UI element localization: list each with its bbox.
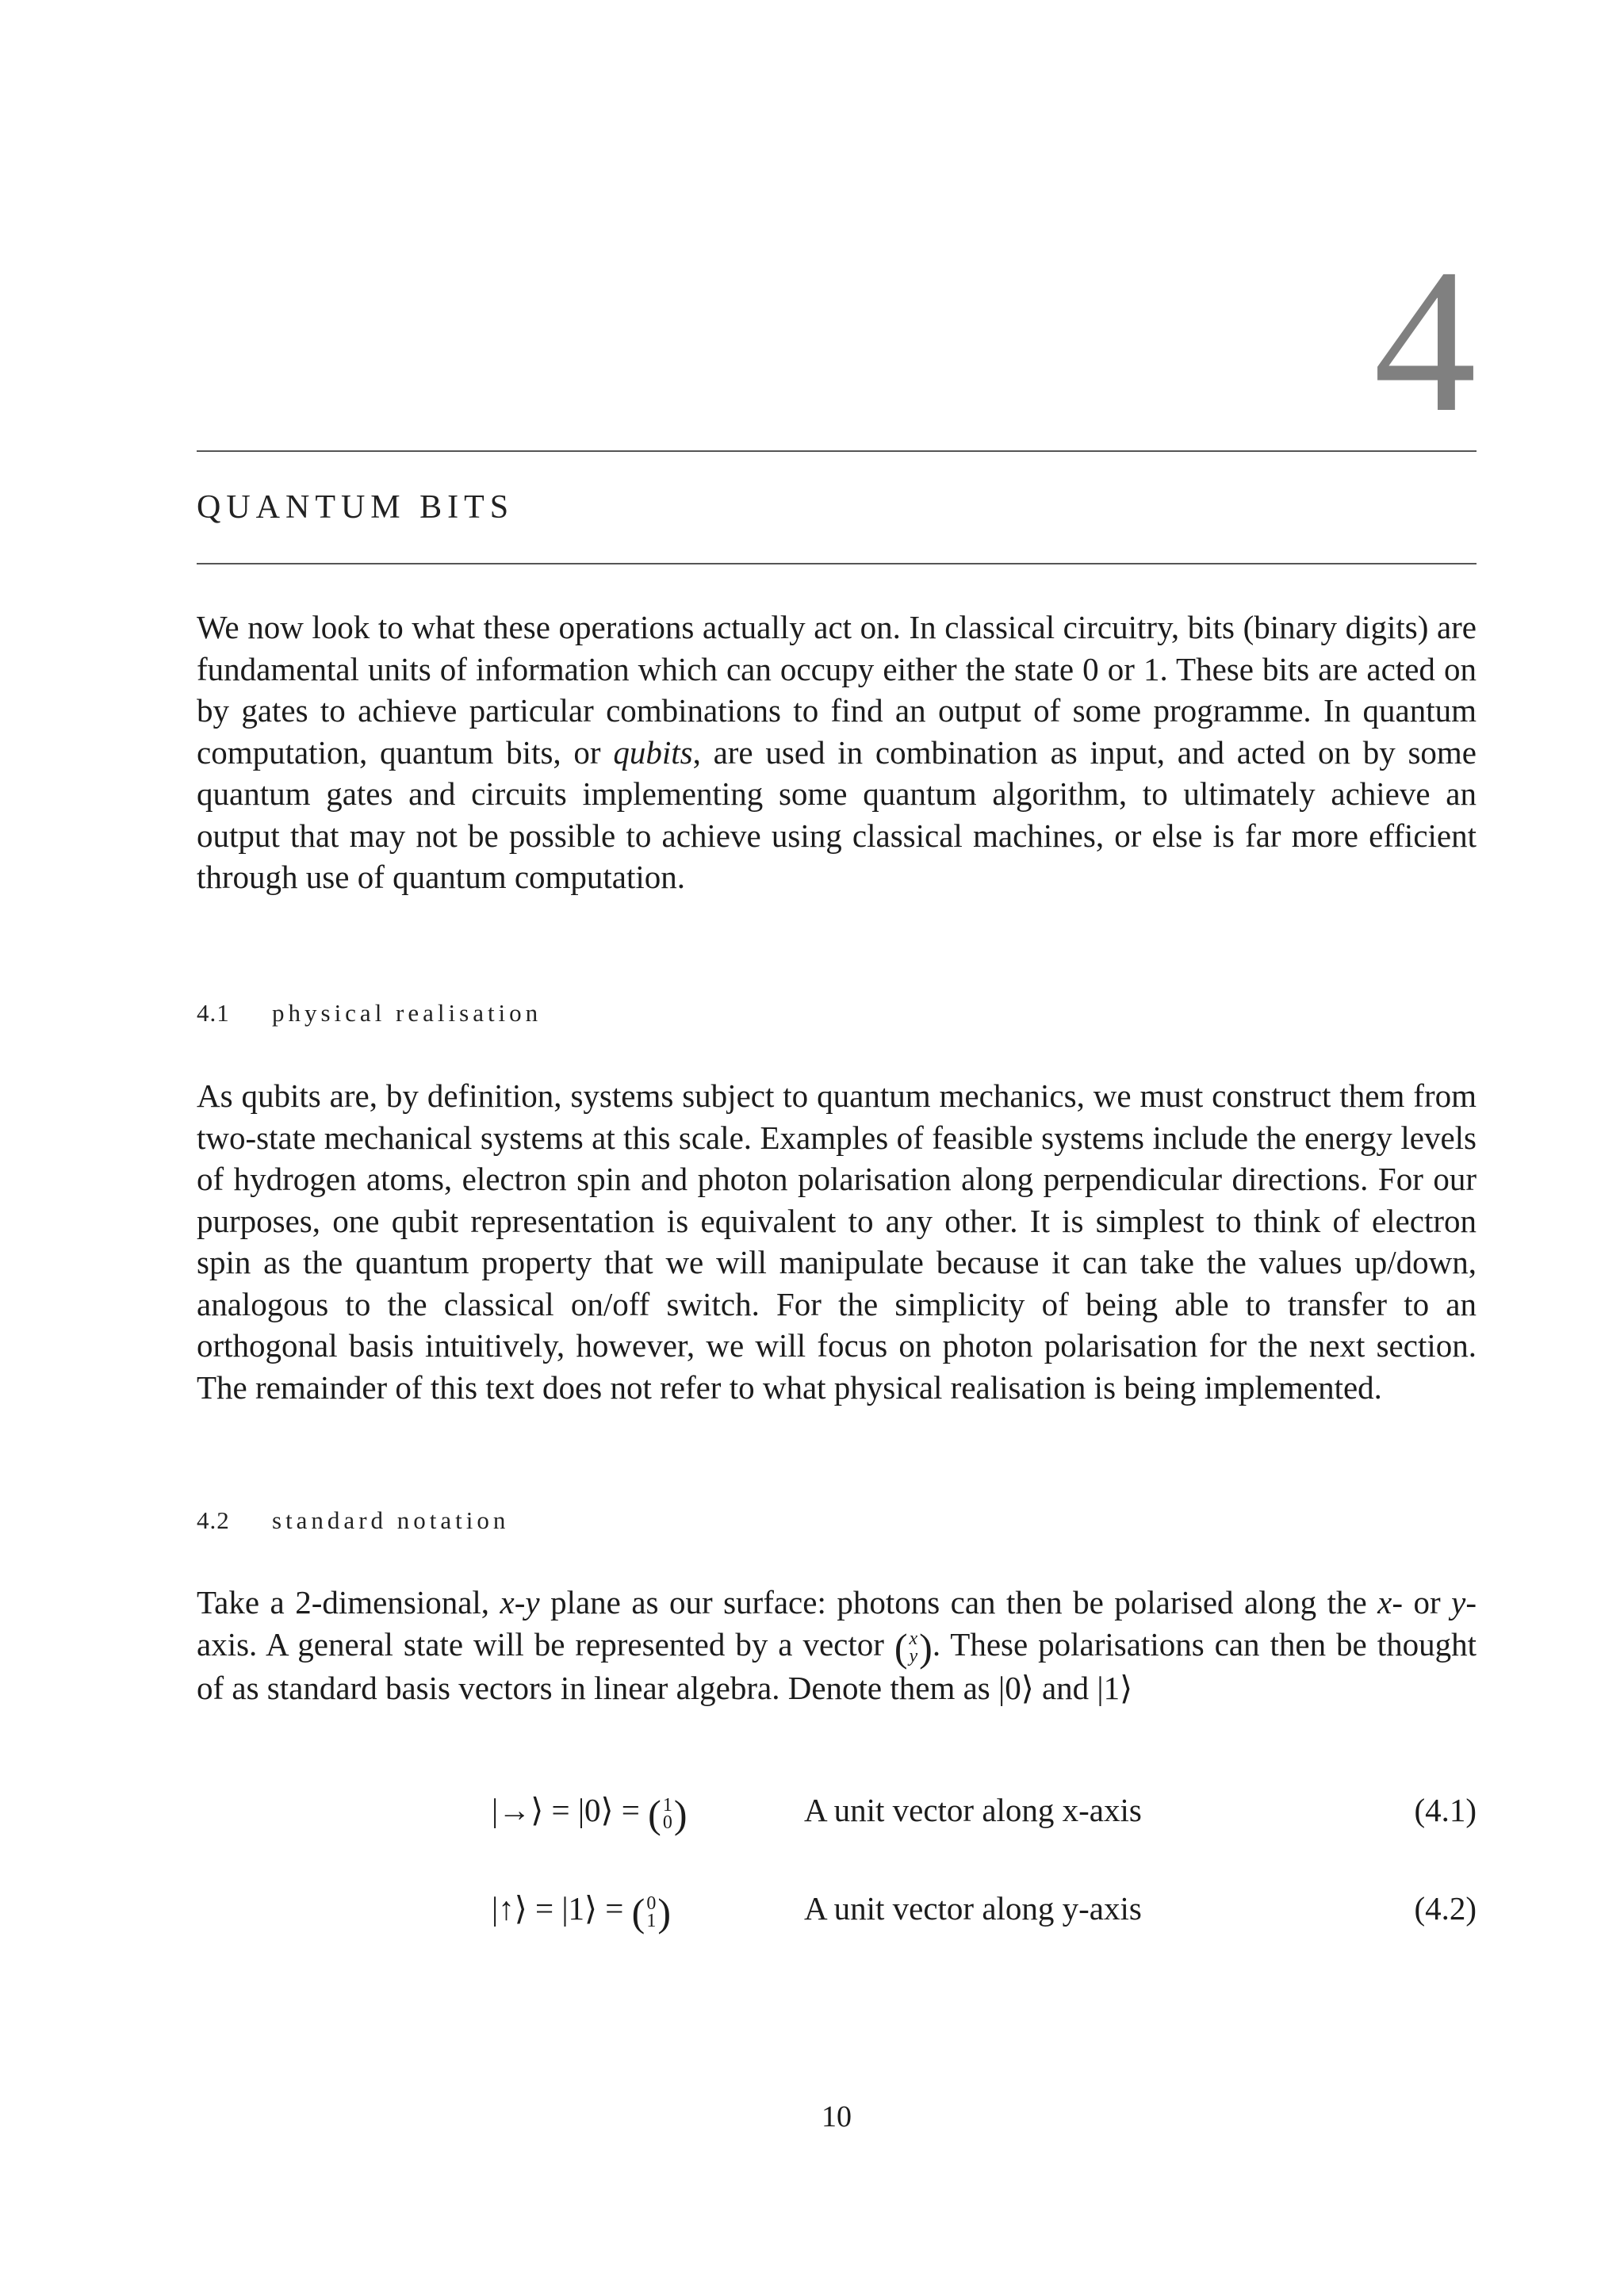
chapter-rule-bottom (197, 563, 1477, 564)
text-run: - axis. A general state will be represented by a vector (197, 1584, 1477, 1663)
vector-top: 1 (662, 1794, 672, 1816)
section-number: 4.2 (197, 1506, 230, 1534)
intro-paragraph (197, 607, 1477, 898)
x-term: x (1377, 1584, 1392, 1621)
vector-bottom: 1 (646, 1910, 657, 1931)
physical-realisation-paragraph: As qubits are, by definition, systems subject to quantum mechanics, we must construct them from two-state mechanical systems at this scale. Examples of feasible systems include the energy levels of hydrogen atoms, electron spin and photon polarisation along perpendicular directions. For our purposes, one qubit representation is equivalent to any other. It is simplest to think of electron spin as the quantum property that we will manipulate because it can take the values up/down, analogous to the classical on/off switch. For the simplicity of being able to transfer to an orthogonal basis intuitively, however, we will focus on photon polarisation for the next section. The remainder of this text does not refer to what physical realisation is being implemented. (197, 1077, 1477, 1406)
equation-description: A unit vector along x-axis (804, 1792, 1142, 1828)
vector-bottom: 0 (662, 1812, 672, 1833)
standard-notation-paragraph (197, 1582, 1477, 1709)
equation-number: (4.2) (1414, 1890, 1477, 1927)
chapter-rule-top (197, 450, 1477, 452)
document-page (197, 0, 1477, 2296)
equation-lhs (492, 1782, 687, 1838)
basis-vector: ( 1 0 ) (648, 1791, 688, 1836)
vector-top: 0 (646, 1892, 657, 1914)
section-title: standard notation (272, 1506, 510, 1534)
text-run: - or (1392, 1584, 1452, 1621)
chapter-title: QUANTUM BITS (197, 489, 515, 526)
vector-bottom: y (909, 1646, 918, 1667)
text-run: plane as our surface: photons can then be polarised along the (539, 1584, 1378, 1621)
equation-expression: |↑⟩ = |1⟩ = (492, 1890, 632, 1927)
equation-4-2 (197, 1881, 1477, 1936)
y-term: y (1451, 1584, 1466, 1621)
equation-number: (4.1) (1414, 1792, 1477, 1828)
general-state-vector: ( x y ) (894, 1625, 933, 1670)
text-run: . These polarisations can then be thought of as standard basis vectors in linear algebra. Denote them as |0⟩ and |1⟩ (197, 1625, 1477, 1707)
page-number: 10 (822, 2100, 852, 2133)
section-number: 4.1 (197, 999, 230, 1027)
basis-vector: ( 0 1 ) (631, 1889, 671, 1934)
vector-top: x (909, 1628, 918, 1650)
equation-description: A unit vector along y-axis (804, 1890, 1142, 1927)
section-heading-standard-notation (197, 1505, 509, 1536)
equation-lhs (492, 1881, 671, 1936)
qubits-term: qubits (613, 733, 693, 771)
intro-text-2: , are used in combination as input, and acted on by some quantum gates and circuits implementing some quantum algorithm, to ultimately achieve an output that may not be possible to achieve using classical machines, or else is far more efficient through use of quantum computation. (197, 733, 1477, 895)
text-run: Take a 2-dimensional, (197, 1584, 500, 1621)
intro-text-1: We now look to what these operations actually act on. In classical circuitry, bits (binary digits) are fundamental units of information which can occupy either the state 0 or 1. These bits are acted on by gates to achieve particular combinations to find an output of some programme. In quantum computation, quantum bits, or (197, 609, 1477, 771)
equation-4-1 (197, 1782, 1477, 1838)
xy-term: x-y (500, 1584, 540, 1621)
section-heading-physical-realisation (197, 997, 542, 1029)
section-title: physical realisation (272, 999, 542, 1027)
equation-expression: |→⟩ = |0⟩ = (492, 1792, 649, 1828)
chapter-number: 4 (1373, 227, 1477, 455)
